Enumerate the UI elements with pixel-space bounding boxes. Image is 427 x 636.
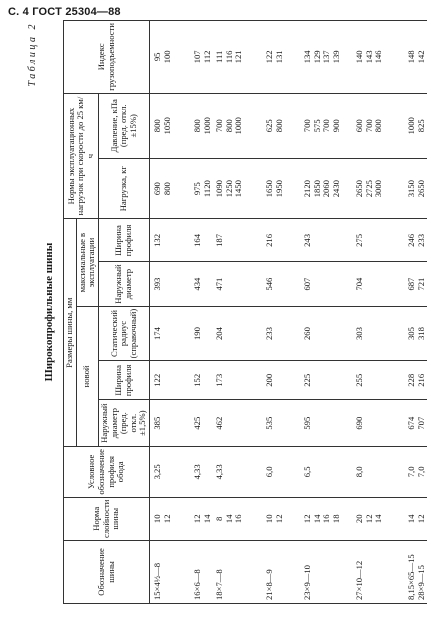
cell-pressure: 700 800 1000 [215,93,265,158]
cell-load: 2650 2725 3000 [355,158,407,219]
col-static-radius: Статический радиус (справочный) [98,306,149,361]
cell-load: 1090 1250 1450 [215,158,265,219]
col-designation: Обозначение шины [64,540,150,603]
cell-max-diameter: 434 [193,262,215,306]
cell-max-width: 275 [355,219,407,262]
cell-rim: 3,25 [150,447,194,498]
cell-load: 1650 1950 [265,158,303,219]
cell-max-diameter: 687 721 [407,262,427,306]
cell-pressure: 625 800 [265,93,303,158]
col-max-outer-diameter: Наружный диаметр [98,262,149,306]
cell-index: 95 100 [150,21,194,94]
cell-index: 111 116 121 [215,21,265,94]
col-group-new: новой [76,306,98,446]
cell-pressure: 1000 825 [407,93,427,158]
cell-max-width: 246 233 [407,219,427,262]
cell-rim: 8,0 [355,447,407,498]
cell-static-radius: 303 [355,306,407,361]
cell-static-radius: 260 [303,306,355,361]
cell-new-width: 173 [215,361,265,400]
cell-new-diameter: 674 707 [407,400,427,447]
cell-new-width: 122 [150,361,194,400]
cell-new-width: 228 216 [407,361,427,400]
cell-new-diameter: 425 [193,400,215,447]
col-group-loads: Нормы эксплуатационных нагрузок при скорости до 25 км/ч [64,93,99,219]
table-row [265,21,303,604]
col-rim-code: Условное обозначение профиля обода [64,447,150,498]
table-title: Широкопрофильные шины [43,242,55,382]
cell-load: 975 1120 [193,158,215,219]
cell-static-radius: 233 [265,306,303,361]
cell-index: 107 112 [193,21,215,94]
cell-index: 122 131 [265,21,303,94]
cell-load: 2120 1850 2060 2430 [303,158,355,219]
cell-rim: 7,0 7,0 [407,447,427,498]
cell-designation: 21×8—9 [265,540,303,603]
cell-load: 690 800 [150,158,194,219]
cell-new-diameter: 385 [150,400,194,447]
col-ply-rating: Норма слойности шины [64,497,150,540]
cell-pressure: 700 575 700 900 [303,93,355,158]
cell-max-width: 132 [150,219,194,262]
cell-load: 3150 2650 [407,158,427,219]
cell-static-radius: 190 [193,306,215,361]
cell-max-width: 216 [265,219,303,262]
cell-ply: 20 12 14 [355,497,407,540]
cell-pressure: 600 700 800 [355,93,407,158]
cell-index: 140 143 146 [355,21,407,94]
cell-new-width: 225 [303,361,355,400]
cell-designation: 15×4½—8 [150,540,194,603]
cell-ply: 14 12 [407,497,427,540]
cell-rim: 6,0 [265,447,303,498]
table-row [355,21,407,604]
col-pressure: Давление, кПа (пред. откл. ±15%) [98,93,149,158]
cell-designation: 8,15×65—15 28×9—15 [407,540,427,603]
col-max-profile-width: Ширина профиля [98,219,149,262]
table-row [150,21,194,604]
cell-max-diameter: 471 [215,262,265,306]
cell-new-diameter: 595 [303,400,355,447]
page-header: С. 4 ГОСТ 25304—88 [8,6,121,18]
cell-pressure: 800 1050 [150,93,194,158]
cell-static-radius: 204 [215,306,265,361]
col-load: Нагрузка, кг [98,158,149,219]
cell-new-width: 255 [355,361,407,400]
cell-new-width: 152 [193,361,215,400]
cell-new-width: 200 [265,361,303,400]
col-load-index: Индекс грузоподъемности [64,21,150,94]
cell-max-width: 187 [215,219,265,262]
table-number: Таблица 2 [27,22,38,87]
table-row [303,21,355,604]
cell-rim: 4,33 [215,447,265,498]
cell-max-width: 243 [303,219,355,262]
cell-max-width: 164 [193,219,215,262]
rotated-table-block [27,20,426,604]
cell-ply: 12 14 [193,497,215,540]
tire-table [63,20,427,604]
cell-designation: 18×7—8 [215,540,265,603]
cell-pressure: 800 1000 [193,93,215,158]
cell-static-radius: 305 318 [407,306,427,361]
cell-ply: 8 14 16 [215,497,265,540]
cell-designation: 23×9—10 [303,540,355,603]
cell-max-diameter: 704 [355,262,407,306]
cell-max-diameter: 393 [150,262,194,306]
col-group-sizes: Размеры шины, мм [64,219,77,447]
cell-new-diameter: 535 [265,400,303,447]
cell-ply: 10 12 [265,497,303,540]
cell-max-diameter: 607 [303,262,355,306]
cell-designation: 27×10—12 [355,540,407,603]
cell-ply: 10 12 [150,497,194,540]
table-row [193,21,215,604]
cell-designation: 16×6—8 [193,540,215,603]
cell-new-diameter: 690 [355,400,407,447]
cell-index: 148 142 [407,21,427,94]
cell-rim: 4,33 [193,447,215,498]
cell-index: 134 129 137 139 [303,21,355,94]
cell-max-diameter: 546 [265,262,303,306]
table-row [215,21,265,604]
col-new-profile-width: Ширина профиля [98,361,149,400]
cell-new-diameter: 462 [215,400,265,447]
cell-static-radius: 174 [150,306,194,361]
cell-rim: 6,5 [303,447,355,498]
table-row [407,21,427,604]
col-group-max: максимальные в эксплуатации [76,219,98,306]
col-new-outer-diameter: Наружный диаметр (пред. откл. ±1,5%) [98,400,149,447]
cell-ply: 12 14 16 18 [303,497,355,540]
